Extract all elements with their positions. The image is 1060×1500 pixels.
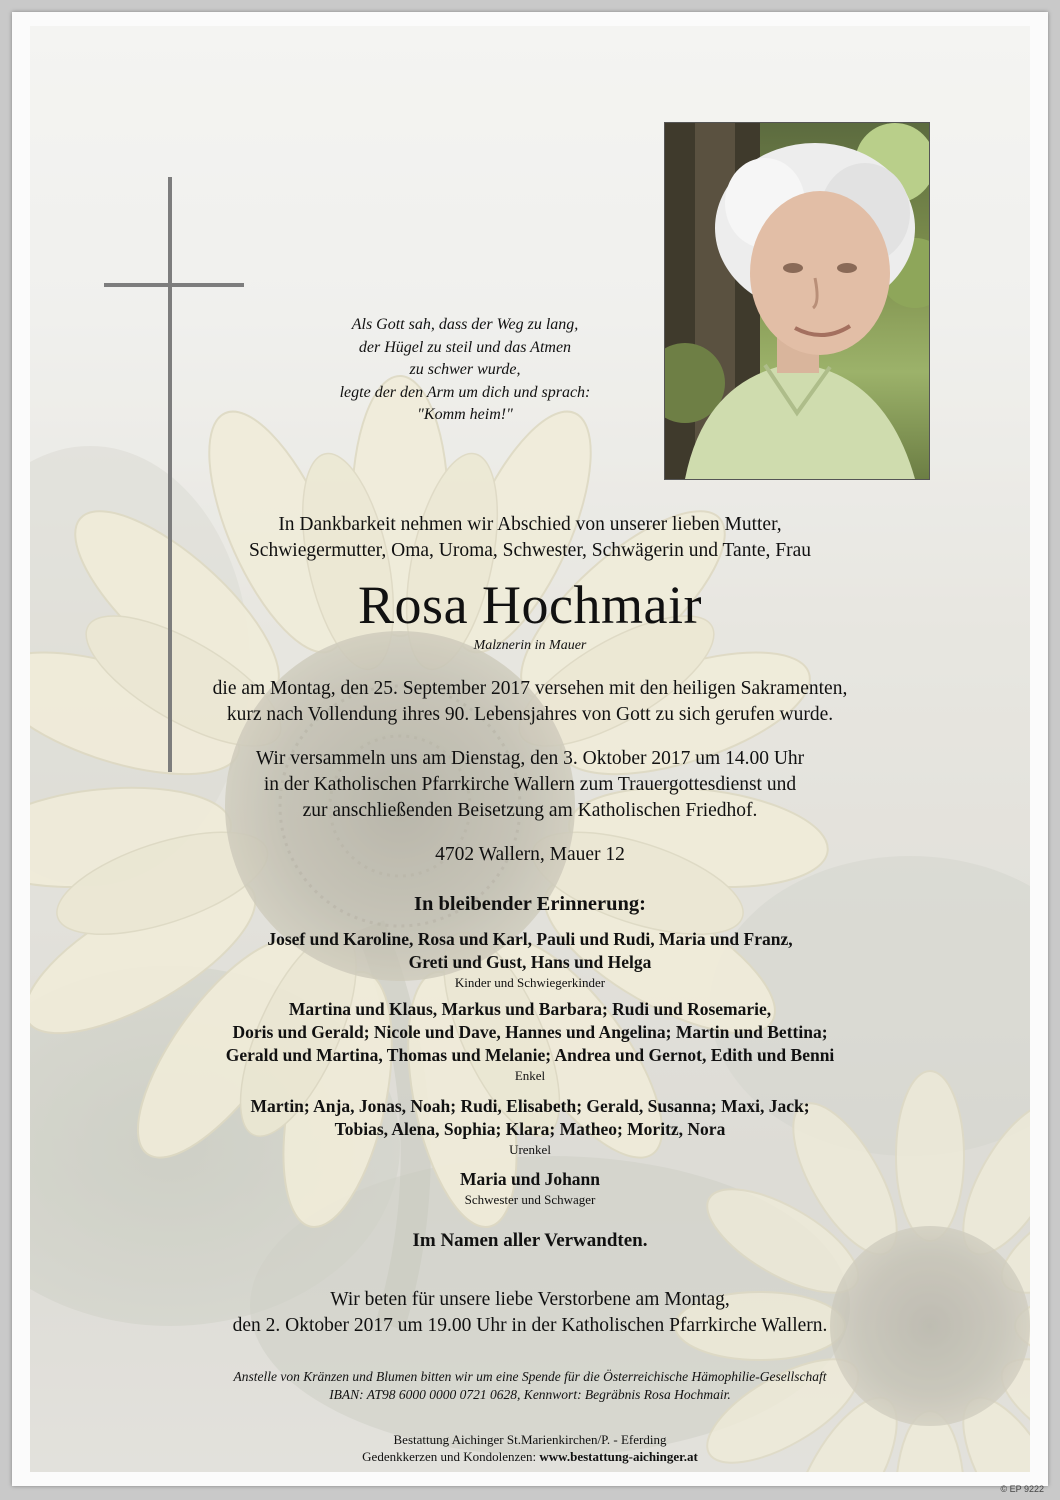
poem-line: Als Gott sah, dass der Weg zu lang, [351,316,579,333]
intro-text [0,512,1060,564]
intro-line: Schwiegermutter, Oma, Uroma, Schwester, Schwägerin und Tante, Frau [248,540,812,561]
undertaker-info [0,1431,1060,1465]
intro-line: In Dankbarkeit nehmen wir Abschied von unserer lieben Mutter, [278,514,782,535]
death-notice-line: die am Montag, den 25. September 2017 versehen mit den heiligen Sakramenten, [212,678,848,699]
prayer-line: Wir beten für unsere liebe Verstorbene am Montag, [330,1289,730,1310]
undertaker-website-link[interactable]: www.bestattung-aichinger.at [539,1449,698,1464]
condolence-label: Gedenkkerzen und Kondolenzen: [362,1449,540,1464]
funeral-notice-line: Wir versammeln uns am Dienstag, den 3. Oktober 2017 um 14.00 Uhr [255,748,805,769]
deceased-name: Rosa Hochmair [358,575,702,635]
mourner-names: Maria und Johann [459,1169,601,1189]
poem [290,314,640,427]
mourner-names: Doris und Gerald; Nicole und Dave, Hannes und Angelina; Martin und Bettina; [232,1022,828,1042]
closing-line: Im Namen aller Verwandten. [412,1230,648,1251]
mourner-names: Martina und Klaus, Markus und Barbara; Rudi und Rosemarie, [288,999,772,1019]
mourner-group-siblings [0,1168,1060,1208]
mourner-relation: Urenkel [509,1142,551,1157]
mourner-group-great-grandchildren [0,1095,1060,1158]
mourner-group-grandchildren [0,998,1060,1084]
template-code: © EP 9222 [1000,1484,1044,1494]
poem-line: "Komm heim!" [417,406,513,423]
death-notice [0,676,1060,728]
prayer-line: den 2. Oktober 2017 um 19.00 Uhr in der Katholischen Pfarrkirche Wallern. [232,1315,828,1336]
poem-line: legte der den Arm um dich und sprach: [339,383,591,401]
funeral-notice [0,746,1060,824]
address: 4702 Wallern, Mauer 12 [435,844,625,865]
mourner-names: Josef und Karoline, Rosa und Karl, Pauli und Rudi, Maria und Franz, [267,929,793,949]
donation-line: Anstelle von Kränzen und Blumen bitten wir um eine Spende für die Österreichische Hämophilie-Gesellschaft [233,1369,827,1384]
mourner-names: Gerald und Martina, Thomas und Melanie; Andrea und Gernot, Edith und Benni [225,1045,835,1065]
prayer-notice [0,1287,1060,1339]
condolence-line [0,1448,1060,1465]
death-notice-line: kurz nach Vollendung ihres 90. Lebensjahres von Gott zu sich gerufen wurde. [226,704,834,725]
deceased-occupation: Malznerin in Mauer [473,638,587,653]
poem-line: der Hügel zu steil und das Atmen [358,338,572,356]
mourner-names: Greti und Gust, Hans und Helga [408,952,652,972]
memory-title: In bleibender Erinnerung: [414,893,646,915]
mourner-relation: Schwester und Schwager [464,1192,596,1207]
funeral-notice-line: in der Katholischen Pfarrkirche Wallern zum Trauergottesdienst und [263,774,797,795]
mourner-names: Tobias, Alena, Sophia; Klara; Matheo; Moritz, Nora [334,1119,726,1139]
funeral-notice-line: zur anschließenden Beisetzung am Katholischen Friedhof. [302,800,758,821]
donation-notice [0,1368,1060,1404]
portrait-photo [664,122,930,480]
mourner-names: Martin; Anja, Jonas, Noah; Rudi, Elisabeth; Gerald, Susanna; Maxi, Jack; [250,1096,810,1116]
undertaker-name: Bestattung Aichinger St.Marienkirchen/P. - Eferding [393,1432,667,1447]
mourner-relation: Kinder und Schwiegerkinder [454,975,606,990]
mourner-group-children [0,928,1060,991]
mourner-relation: Enkel [514,1068,546,1083]
portrait-image [665,123,929,479]
cross-horizontal-bar [104,283,244,287]
poem-line: zu schwer wurde, [409,361,521,378]
donation-line: IBAN: AT98 6000 0000 0721 0628, Kennwort: Begräbnis Rosa Hochmair. [329,1387,731,1402]
